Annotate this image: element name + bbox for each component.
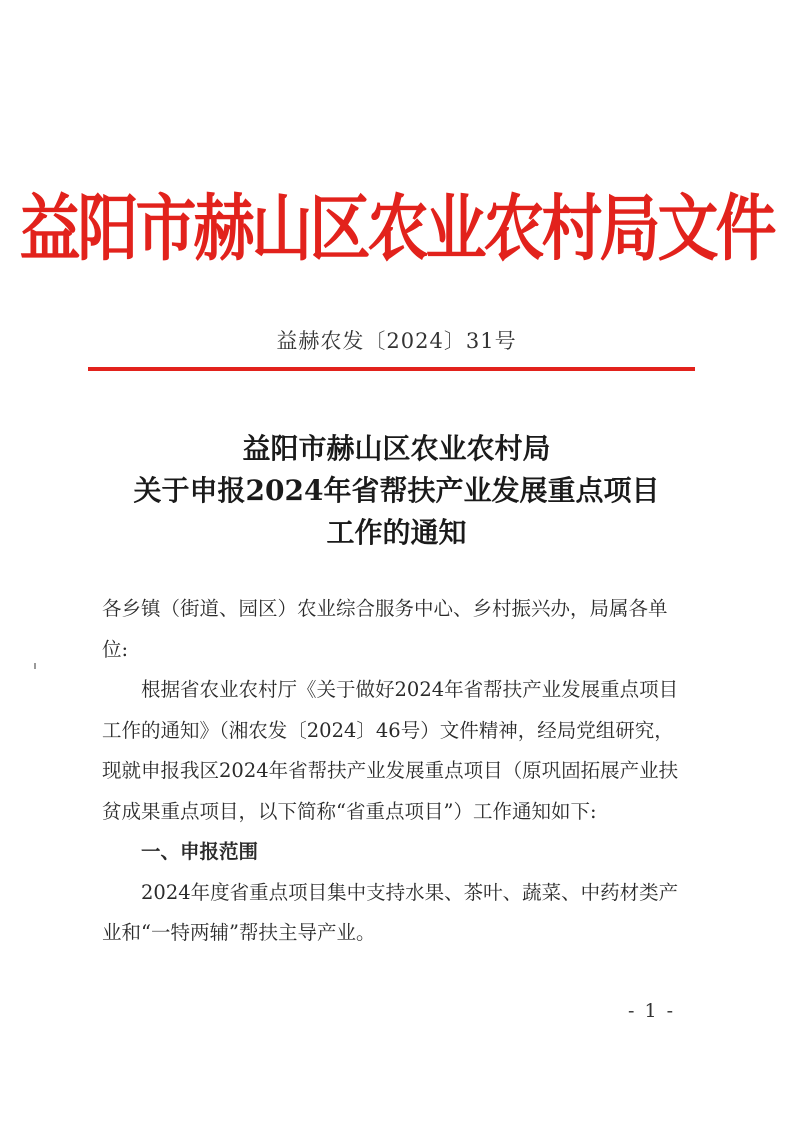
title-line-1: 益阳市赫山区农业农村局 (242, 432, 551, 465)
page-number: - 1 - (628, 1000, 676, 1022)
title-line-3: 工作的通知 (326, 516, 467, 549)
paragraph-intro: 根据省农业农村厅《关于做好2024年省帮扶产业发展重点项目工作的通知》（湘农发〔2024〕46号）文件精神，经局党组研究，现就申报我区2024年省帮扶产业发展重点项目（原巩固拓展产业扶贫成果重点项目，以下简称“省重点项目”）工作通知如下: (102, 678, 679, 823)
document-number: 益赫农发〔2024〕31号 (276, 329, 517, 353)
salutation: 各乡镇（街道、园区）农业综合服务中心、乡村振兴办，局属各单位: (102, 597, 668, 661)
title-line-2: 关于申报2024年省帮扶产业发展重点项目 (133, 474, 660, 507)
section-1-text: 2024年度省重点项目集中支持水果、茶叶、蔬菜、中药材类产业和“一特两辅”帮扶主导产业。 (102, 880, 679, 944)
notice-body (102, 589, 692, 954)
red-divider-line (88, 367, 695, 371)
scan-speck (34, 663, 36, 669)
notice-title (0, 428, 793, 554)
masthead-title: 益阳市赫山区农业农村局文件 (19, 187, 774, 272)
section-heading-1: 一、申报范围 (141, 840, 259, 863)
